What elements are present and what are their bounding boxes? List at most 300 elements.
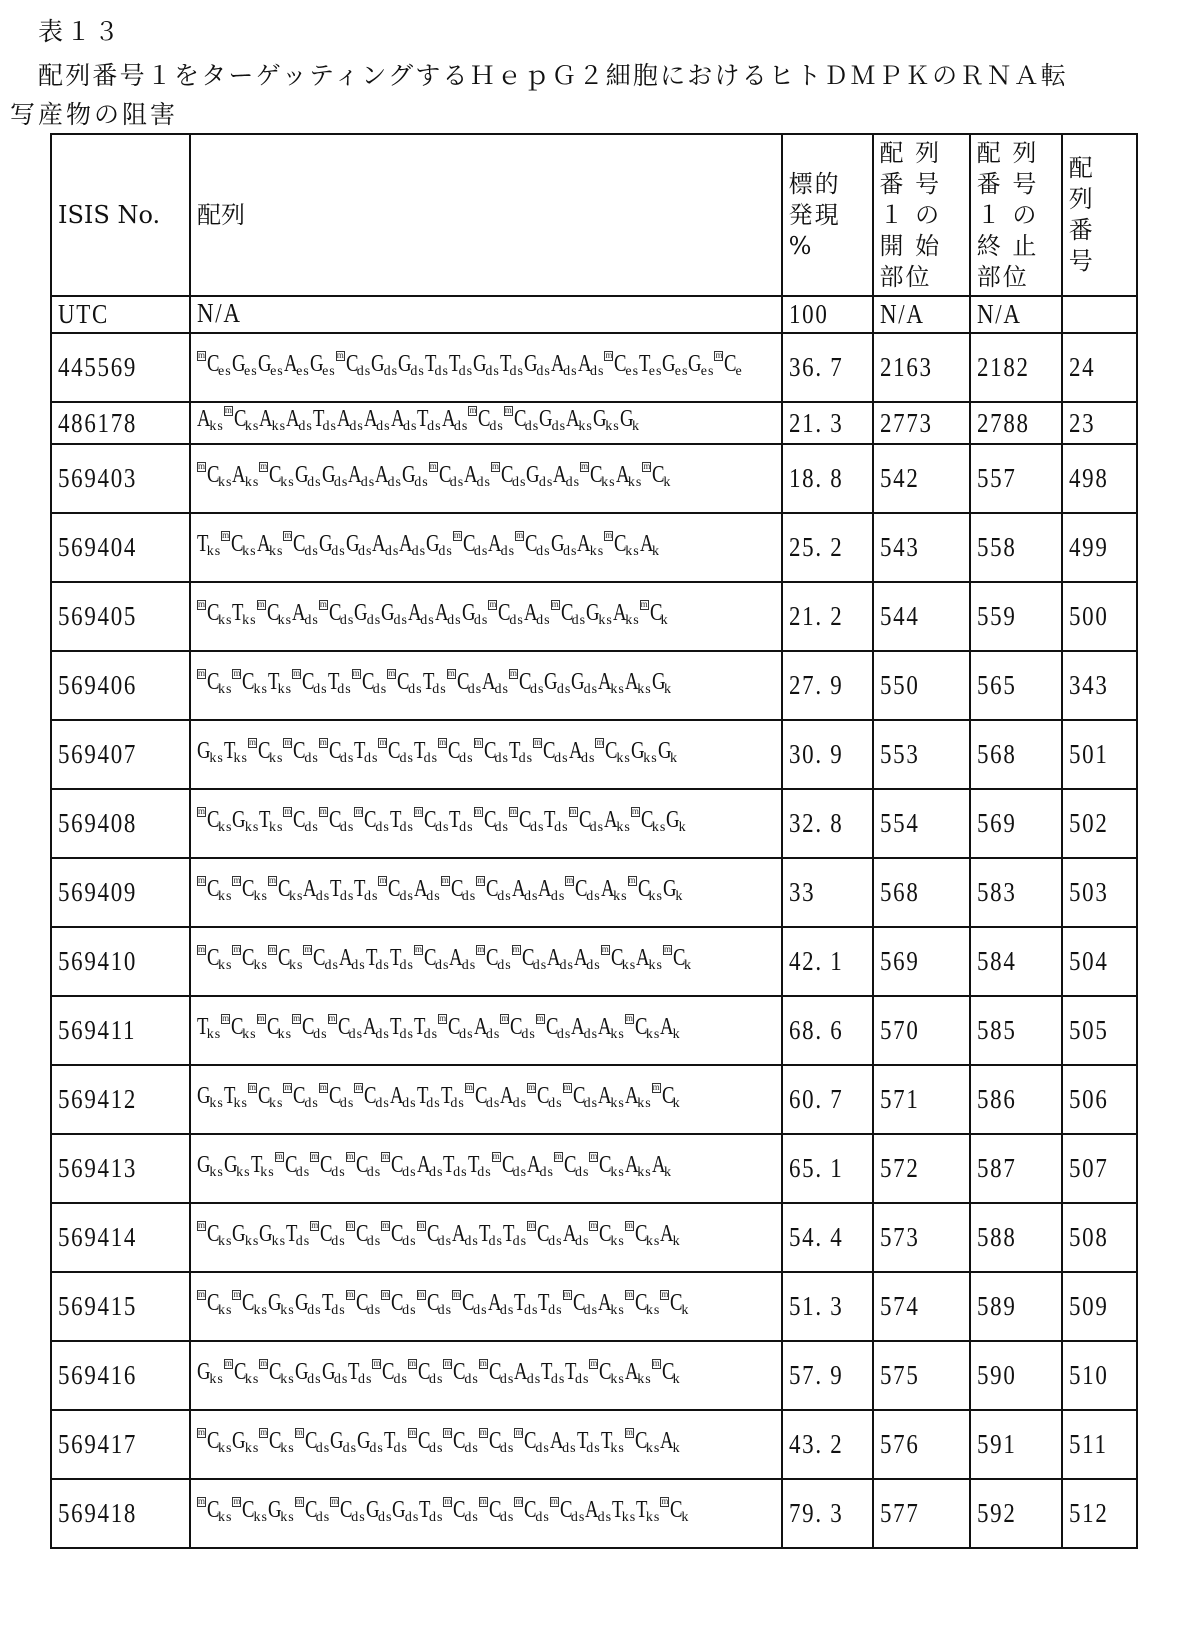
nucleoside: $T_{ds}$ xyxy=(330,875,355,904)
nucleoside: $A_k$ xyxy=(639,530,660,559)
nucleoside: $G_{ds}$ xyxy=(398,350,425,379)
methyl-marker-icon: m xyxy=(492,1151,500,1161)
modified-nucleoside: $^mC_{ds}$ xyxy=(477,875,512,904)
methyl-marker-icon: m xyxy=(331,1496,339,1506)
modified-nucleoside: $^mC_{ds}$ xyxy=(439,1013,474,1042)
nucleoside: $G_{es}$ xyxy=(257,350,284,379)
methyl-marker-icon: m xyxy=(284,806,292,816)
modified-nucleoside: $^mC_{ks}$ xyxy=(590,1220,625,1249)
nucleoside: $A_{ks}$ xyxy=(636,944,663,973)
nucleoside: $T_{ds}$ xyxy=(327,668,352,697)
nucleoside: $A_{ds}$ xyxy=(363,406,391,434)
methyl-marker-icon: m xyxy=(295,1496,303,1506)
nucleoside: $A_{ds}$ xyxy=(573,944,601,973)
nucleoside: $T_{ks}$ xyxy=(259,806,284,835)
nucleoside: $A_{ds}$ xyxy=(292,599,319,628)
methyl-marker-icon: m xyxy=(260,461,268,471)
nucleoside: $G_{ks}$ xyxy=(586,599,613,628)
header-isis-no: ISIS No. xyxy=(51,134,190,296)
modified-nucleoside: $^mC_{ds}$ xyxy=(319,1082,355,1111)
methyl-marker-icon: m xyxy=(489,599,497,609)
nucleoside: $A_{ds}$ xyxy=(390,406,418,434)
modified-nucleoside: $^mC_{ds}$ xyxy=(275,1151,311,1180)
nucleoside: $T_{ds}$ xyxy=(541,1358,566,1387)
modified-nucleoside: $^mC_{ks}$ xyxy=(233,944,268,973)
methyl-marker-icon: m xyxy=(590,1220,598,1230)
methyl-marker-icon: m xyxy=(528,1220,536,1230)
methyl-marker-icon: m xyxy=(198,1496,206,1506)
methyl-marker-icon: m xyxy=(601,944,609,954)
modified-nucleoside: $^mC_{ks}$ xyxy=(198,1427,233,1456)
modified-nucleoside: $^mC_{ds}$ xyxy=(388,668,423,697)
modified-nucleoside: $^mC_{ks}$ xyxy=(257,599,293,628)
methyl-marker-icon: m xyxy=(590,1151,598,1161)
nucleoside: $G_{ds}$ xyxy=(381,599,408,628)
methyl-marker-icon: m xyxy=(257,1013,265,1023)
methyl-marker-icon: m xyxy=(550,1496,558,1506)
modified-nucleoside: $^mC_{ks}$ xyxy=(198,599,233,628)
methyl-marker-icon: m xyxy=(563,1082,571,1092)
modified-nucleoside: $^mC_{ds}$ xyxy=(352,668,388,697)
modified-nucleoside: $^mC_{ks}$ xyxy=(248,737,284,766)
table-row xyxy=(51,513,1137,582)
nucleoside: $G_{ks}$ xyxy=(630,737,658,766)
modified-nucleoside: $^mC_{ds}$ xyxy=(465,1082,501,1111)
start-site-cell: 571 xyxy=(873,1065,970,1134)
isis-no-cell: 569409 xyxy=(51,858,190,927)
modified-nucleoside: $^mC_{ks}$ xyxy=(198,806,233,835)
methyl-marker-icon: m xyxy=(382,1220,390,1230)
methyl-marker-icon: m xyxy=(257,599,265,609)
modified-nucleoside: $^mC_{ds}$ xyxy=(284,530,319,559)
modified-nucleoside: $^mC_{ks}$ xyxy=(590,1358,625,1387)
methyl-marker-icon: m xyxy=(477,944,485,954)
methyl-marker-icon: m xyxy=(414,806,422,816)
nucleoside: $G_{ds}$ xyxy=(524,350,551,379)
methyl-marker-icon: m xyxy=(501,1013,509,1023)
table-row xyxy=(51,1134,1137,1203)
methyl-marker-icon: m xyxy=(304,944,312,954)
seq-id-cell: 498 xyxy=(1062,444,1137,513)
sequence-cell xyxy=(190,444,782,513)
methyl-marker-icon: m xyxy=(319,806,327,816)
seq-id-cell: 343 xyxy=(1062,651,1137,720)
methyl-marker-icon: m xyxy=(661,1289,669,1299)
nucleoside: $G_{ks}$ xyxy=(197,1082,224,1111)
methyl-marker-icon: m xyxy=(284,737,292,747)
table-row xyxy=(51,333,1137,402)
modified-nucleoside: $^mC_k$ xyxy=(640,599,669,628)
table-label: 表１３ xyxy=(38,17,123,46)
methyl-marker-icon: m xyxy=(319,1082,327,1092)
methyl-marker-icon: m xyxy=(408,1358,416,1368)
methyl-marker-icon: m xyxy=(652,1082,660,1092)
header-sequence: 配列 xyxy=(190,134,782,296)
stop-site-cell: 584 xyxy=(970,927,1062,996)
modified-nucleoside: $^mC_{ds}$ xyxy=(311,1220,346,1249)
modified-nucleoside: $^mC_{ds}$ xyxy=(563,1289,599,1318)
modified-nucleoside: $^mC_{ds}$ xyxy=(492,1151,528,1180)
methyl-marker-icon: m xyxy=(563,1289,571,1299)
methyl-marker-icon: m xyxy=(198,668,206,678)
methyl-marker-icon: m xyxy=(479,1427,487,1437)
nucleoside: $T_{ds}$ xyxy=(389,806,414,835)
nucleoside: $T_{ds}$ xyxy=(389,1013,414,1042)
modified-nucleoside: $^mC_{ds}$ xyxy=(346,1220,382,1249)
modified-nucleoside: $^mC_{ds}$ xyxy=(563,1082,599,1111)
methyl-marker-icon: m xyxy=(388,668,396,678)
nucleoside: $A_k$ xyxy=(651,1151,672,1180)
stop-site-cell: 569 xyxy=(970,789,1062,858)
nucleoside: $A_{ks}$ xyxy=(600,875,628,904)
nucleoside: $A_{ds}$ xyxy=(473,1013,501,1042)
modified-nucleoside: $^mC_{es}$ xyxy=(605,350,640,379)
modified-nucleoside: $^mC_k$ xyxy=(652,1358,681,1387)
isis-no-cell: 569411 xyxy=(51,996,190,1065)
nucleoside: $G_{ks}$ xyxy=(259,1220,287,1249)
modified-nucleoside: $^mC_{ds}$ xyxy=(311,1151,346,1180)
table-row xyxy=(51,1341,1137,1410)
seq-id-cell: 24 xyxy=(1062,333,1137,402)
methyl-marker-icon: m xyxy=(652,1358,660,1368)
stop-site-cell: 585 xyxy=(970,996,1062,1065)
table-row xyxy=(51,651,1137,720)
nucleoside: $A_{ks}$ xyxy=(197,406,224,434)
nucleoside: $G_{es}$ xyxy=(231,350,258,379)
nucleoside: $G_{ds}$ xyxy=(392,1496,420,1525)
modified-nucleoside: $^mC_{ds}$ xyxy=(319,599,355,628)
sequence-cell xyxy=(190,402,782,444)
nucleoside: $G_{ds}$ xyxy=(426,530,453,559)
dmpk-inhibition-table xyxy=(50,133,1138,1549)
nucleoside: $T_{ks}$ xyxy=(636,1496,661,1525)
modified-nucleoside: $^mC_{ds}$ xyxy=(295,1427,331,1456)
methyl-marker-icon: m xyxy=(429,461,437,471)
nucleoside: $A_{ds}$ xyxy=(337,406,364,434)
modified-nucleoside: $^mC_{ks}$ xyxy=(268,944,304,973)
methyl-marker-icon: m xyxy=(311,1220,319,1230)
stop-site-cell: 2788 xyxy=(970,402,1062,444)
nucleoside: $A_{ks}$ xyxy=(598,1082,625,1111)
methyl-marker-icon: m xyxy=(346,1220,354,1230)
modified-nucleoside: $^mC_{ds}$ xyxy=(528,1082,563,1111)
seq-id-cell: 511 xyxy=(1062,1410,1137,1479)
stop-site-cell: N/A xyxy=(970,296,1062,333)
nucleoside: $T_{ds}$ xyxy=(422,668,447,697)
nucleoside: $T_{ds}$ xyxy=(514,1289,539,1318)
methyl-marker-icon: m xyxy=(260,1358,268,1368)
modified-nucleoside: $^mC_{ks}$ xyxy=(233,1289,268,1318)
target-expression-cell: 51. 3 xyxy=(782,1272,873,1341)
start-site-cell: 2163 xyxy=(873,333,970,402)
nucleoside: $T_{ds}$ xyxy=(348,1358,373,1387)
modified-nucleoside: $^mC_{ds}$ xyxy=(379,875,414,904)
methyl-marker-icon: m xyxy=(233,1496,241,1506)
modified-nucleoside: $^mC_{ks}$ xyxy=(198,461,233,490)
target-expression-cell: 21. 3 xyxy=(782,402,873,444)
seq-id-cell: 504 xyxy=(1062,927,1137,996)
nucleoside: $A_{ds}$ xyxy=(407,599,435,628)
modified-nucleoside: $^mC_{ks}$ xyxy=(260,461,295,490)
modified-nucleoside: $^mC_{es}$ xyxy=(198,350,232,379)
nucleoside: $A_{ds}$ xyxy=(487,1289,515,1318)
nucleoside: $G_k$ xyxy=(619,406,640,434)
nucleoside: $G_{ds}$ xyxy=(544,668,572,697)
methyl-marker-icon: m xyxy=(453,530,461,540)
nucleoside: $T_{ds}$ xyxy=(312,406,337,434)
nucleoside: $A_{ds}$ xyxy=(553,461,581,490)
nucleoside: $G_k$ xyxy=(651,668,672,697)
start-site-cell: 550 xyxy=(873,651,970,720)
nucleoside: $T_{ds}$ xyxy=(565,1358,590,1387)
start-site-cell: 544 xyxy=(873,582,970,651)
target-expression-cell: 65. 1 xyxy=(782,1134,873,1203)
modified-nucleoside: $^mC_{ks}$ xyxy=(625,1220,661,1249)
nucleoside: $A_{ds}$ xyxy=(547,944,574,973)
methyl-marker-icon: m xyxy=(198,1220,206,1230)
nucleoside: $T_{ds}$ xyxy=(413,737,439,766)
modified-nucleoside: $^mC_{ds}$ xyxy=(444,1427,479,1456)
nucleoside: $T_{ds}$ xyxy=(417,406,442,434)
nucleoside: $A_{ds}$ xyxy=(511,875,539,904)
modified-nucleoside: $^mC_{ds}$ xyxy=(444,1358,479,1387)
isis-no-cell: 569408 xyxy=(51,789,190,858)
table-row xyxy=(51,1410,1137,1479)
nucleoside: $A_{ds}$ xyxy=(523,599,551,628)
methyl-marker-icon: m xyxy=(628,875,636,885)
isis-no-cell: 486178 xyxy=(51,402,190,444)
nucleoside: $G_{ds}$ xyxy=(357,1427,384,1456)
nucleoside: $A_{ds}$ xyxy=(338,944,366,973)
start-site-cell: 553 xyxy=(873,720,970,789)
modified-nucleoside: $^mC_{ds}$ xyxy=(417,1220,453,1249)
nucleoside: $A_{ds}$ xyxy=(375,461,402,490)
modified-nucleoside: $^mC_{ds}$ xyxy=(550,1496,586,1525)
methyl-marker-icon: m xyxy=(293,1013,301,1023)
modified-nucleoside: $^mC_{ks}$ xyxy=(222,1013,257,1042)
methyl-marker-icon: m xyxy=(528,1082,536,1092)
sequence-cell xyxy=(190,927,782,996)
stop-site-cell: 590 xyxy=(970,1341,1062,1410)
modified-nucleoside: $^mC_{ds}$ xyxy=(516,530,551,559)
table-row xyxy=(51,1065,1137,1134)
nucleoside: $A_{ds}$ xyxy=(363,1013,390,1042)
methyl-marker-icon: m xyxy=(515,1427,523,1437)
table-row xyxy=(51,996,1137,1065)
modified-nucleoside: $^mC_k$ xyxy=(661,1496,690,1525)
nucleoside: $T_{ds}$ xyxy=(365,944,390,973)
methyl-marker-icon: m xyxy=(444,1496,452,1506)
modified-nucleoside: $^mC_{ks}$ xyxy=(233,1496,268,1525)
nucleoside: $A_{ks}$ xyxy=(598,668,625,697)
nucleoside: $A_{ks}$ xyxy=(612,599,640,628)
nucleoside: $A_k$ xyxy=(660,1013,681,1042)
modified-nucleoside: $^mC_{ds}$ xyxy=(379,737,414,766)
nucleoside: $G_{ds}$ xyxy=(294,1358,322,1387)
methyl-marker-icon: m xyxy=(479,1358,487,1368)
methyl-marker-icon: m xyxy=(469,406,477,415)
nucleoside: $A_{ds}$ xyxy=(416,1151,444,1180)
nucleoside: $A_{ks}$ xyxy=(232,461,260,490)
stop-site-cell: 2182 xyxy=(970,333,1062,402)
sequence-cell xyxy=(190,996,782,1065)
sequence-cell xyxy=(190,858,782,927)
table-row xyxy=(51,582,1137,651)
nucleoside: $A_{ds}$ xyxy=(549,1427,577,1456)
methyl-marker-icon: m xyxy=(661,1496,669,1506)
nucleoside: $T_{ds}$ xyxy=(449,806,474,835)
methyl-marker-icon: m xyxy=(284,530,292,540)
isis-no-cell: 569406 xyxy=(51,651,190,720)
methyl-marker-icon: m xyxy=(474,806,482,816)
modified-nucleoside: $^mC_{ds}$ xyxy=(474,806,509,835)
start-site-cell: 577 xyxy=(873,1479,970,1548)
nucleoside: $T_{ds}$ xyxy=(499,350,524,379)
methyl-marker-icon: m xyxy=(510,668,518,678)
methyl-marker-icon: m xyxy=(625,1220,633,1230)
modified-nucleoside: $^mC_{ds}$ xyxy=(284,737,319,766)
methyl-marker-icon: m xyxy=(715,350,723,360)
start-site-cell: 574 xyxy=(873,1272,970,1341)
nucleoside: $T_{ds}$ xyxy=(467,1151,492,1180)
modified-nucleoside: $^mC_{ks}$ xyxy=(268,875,304,904)
modified-nucleoside: $^mC_{ks}$ xyxy=(198,1220,233,1249)
stop-site-cell: 559 xyxy=(970,582,1062,651)
nucleoside: $T_{ds}$ xyxy=(448,350,474,379)
nucleoside: $A_{ds}$ xyxy=(452,1220,479,1249)
stop-site-cell: 568 xyxy=(970,720,1062,789)
seq-id-cell xyxy=(1062,296,1137,333)
modified-nucleoside: $^mC_{ks}$ xyxy=(257,1013,293,1042)
methyl-marker-icon: m xyxy=(605,530,613,540)
modified-nucleoside: $^mC_{ks}$ xyxy=(605,530,640,559)
modified-nucleoside: $^mC_{ks}$ xyxy=(198,944,233,973)
target-expression-cell: 60. 7 xyxy=(782,1065,873,1134)
methyl-marker-icon: m xyxy=(605,350,613,360)
methyl-marker-icon: m xyxy=(566,875,574,885)
methyl-marker-icon: m xyxy=(319,737,327,747)
modified-nucleoside: $^mC_{ks}$ xyxy=(224,1358,260,1387)
nucleoside: $A_{ds}$ xyxy=(464,461,491,490)
table-row xyxy=(51,402,1137,444)
start-site-cell: 554 xyxy=(873,789,970,858)
stop-site-cell: 586 xyxy=(970,1065,1062,1134)
modified-nucleoside: $^mC_{ks}$ xyxy=(198,1289,233,1318)
methyl-marker-icon: m xyxy=(479,1496,487,1506)
methyl-marker-icon: m xyxy=(222,530,230,540)
methyl-marker-icon: m xyxy=(453,1289,461,1299)
methyl-marker-icon: m xyxy=(382,1151,390,1161)
header-target-expression: 標的 発現 % xyxy=(782,134,873,296)
nucleoside: $G_{ks}$ xyxy=(232,1220,260,1249)
methyl-marker-icon: m xyxy=(444,1427,452,1437)
modified-nucleoside: $^mC_{ds}$ xyxy=(382,1289,417,1318)
methyl-marker-icon: m xyxy=(355,1082,363,1092)
modified-nucleoside: $^mC_{ks}$ xyxy=(601,944,637,973)
nucleoside: $A_{ds}$ xyxy=(441,406,469,434)
modified-nucleoside: $^mC_{ks}$ xyxy=(625,1289,661,1318)
modified-nucleoside: $^mC_{ds}$ xyxy=(444,1496,479,1525)
nucleoside: $T_{ds}$ xyxy=(538,1289,563,1318)
nucleoside: $A_{ds}$ xyxy=(514,1358,542,1387)
target-expression-cell: 27. 9 xyxy=(782,651,873,720)
methyl-marker-icon: m xyxy=(233,944,241,954)
target-expression-cell: 43. 2 xyxy=(782,1410,873,1479)
table-row xyxy=(51,858,1137,927)
nucleoside: $A_{ds}$ xyxy=(577,350,605,379)
start-site-cell: 569 xyxy=(873,927,970,996)
nucleoside: $G_{ks}$ xyxy=(223,1151,251,1180)
isis-no-cell: 569410 xyxy=(51,927,190,996)
sequence-cell xyxy=(190,1272,782,1341)
methyl-marker-icon: m xyxy=(379,875,387,885)
target-expression-cell: 36. 7 xyxy=(782,333,873,402)
modified-nucleoside: $^mC_{ds}$ xyxy=(492,461,527,490)
sequence-cell xyxy=(190,1410,782,1479)
isis-no-cell: 569417 xyxy=(51,1410,190,1479)
methyl-marker-icon: m xyxy=(643,461,651,471)
stop-site-cell: 587 xyxy=(970,1134,1062,1203)
modified-nucleoside: $^mC_k$ xyxy=(652,1082,681,1111)
modified-nucleoside: $^mC_{ds}$ xyxy=(293,668,328,697)
modified-nucleoside: $^mC_{ds}$ xyxy=(319,806,355,835)
target-expression-cell: 25. 2 xyxy=(782,513,873,582)
nucleoside: $T_{ds}$ xyxy=(544,806,569,835)
modified-nucleoside: $^mC_{ds}$ xyxy=(474,737,509,766)
sequence-cell xyxy=(190,720,782,789)
modified-nucleoside: $^mC_{ks}$ xyxy=(625,1013,661,1042)
nucleoside: $G_{es}$ xyxy=(309,350,336,379)
nucleoside: $T_{ks}$ xyxy=(197,1013,222,1042)
modified-nucleoside: $^mC_{ds}$ xyxy=(319,737,355,766)
modified-nucleoside: $^mC_{ks}$ xyxy=(198,668,233,697)
nucleoside: $G_{ds}$ xyxy=(526,461,554,490)
methyl-marker-icon: m xyxy=(569,806,577,816)
nucleoside: $A_{ds}$ xyxy=(413,875,441,904)
nucleoside: $A_{ds}$ xyxy=(303,875,331,904)
modified-nucleoside: $^mC_{ds}$ xyxy=(336,350,372,379)
methyl-marker-icon: m xyxy=(379,737,387,747)
modified-nucleoside: $^mC_{ds}$ xyxy=(346,1289,382,1318)
nucleoside: $T_{ds}$ xyxy=(413,1013,439,1042)
nucleoside: $A_{ds}$ xyxy=(372,530,400,559)
start-site-cell: 570 xyxy=(873,996,970,1065)
methyl-marker-icon: m xyxy=(198,599,206,609)
modified-nucleoside: $^mC_{ds}$ xyxy=(554,1151,590,1180)
methyl-marker-icon: m xyxy=(222,1013,230,1023)
target-expression-cell: 100 xyxy=(782,296,873,333)
modified-nucleoside: $^mC_{ds}$ xyxy=(477,944,512,973)
methyl-marker-icon: m xyxy=(198,1289,206,1299)
target-expression-cell: 33 xyxy=(782,858,873,927)
nucleoside: $G_{ds}$ xyxy=(294,1289,322,1318)
nucleoside: $G_{ds}$ xyxy=(365,1496,393,1525)
methyl-marker-icon: m xyxy=(504,406,512,415)
nucleoside: $T_{ds}$ xyxy=(321,1289,346,1318)
methyl-marker-icon: m xyxy=(319,599,327,609)
methyl-marker-icon: m xyxy=(198,806,206,816)
table-row xyxy=(51,1479,1137,1548)
methyl-marker-icon: m xyxy=(408,1427,416,1437)
modified-nucleoside: $^mC_{ks}$ xyxy=(198,875,233,904)
nucleoside: $A_{ds}$ xyxy=(571,1013,599,1042)
nucleoside: $A_{ds}$ xyxy=(488,530,516,559)
methyl-marker-icon: m xyxy=(534,737,542,747)
methyl-marker-icon: m xyxy=(465,1082,473,1092)
nucleoside: $G_{ds}$ xyxy=(461,599,489,628)
nucleoside: $G_{ds}$ xyxy=(354,599,382,628)
nucleoside: $T_{ds}$ xyxy=(419,1496,444,1525)
